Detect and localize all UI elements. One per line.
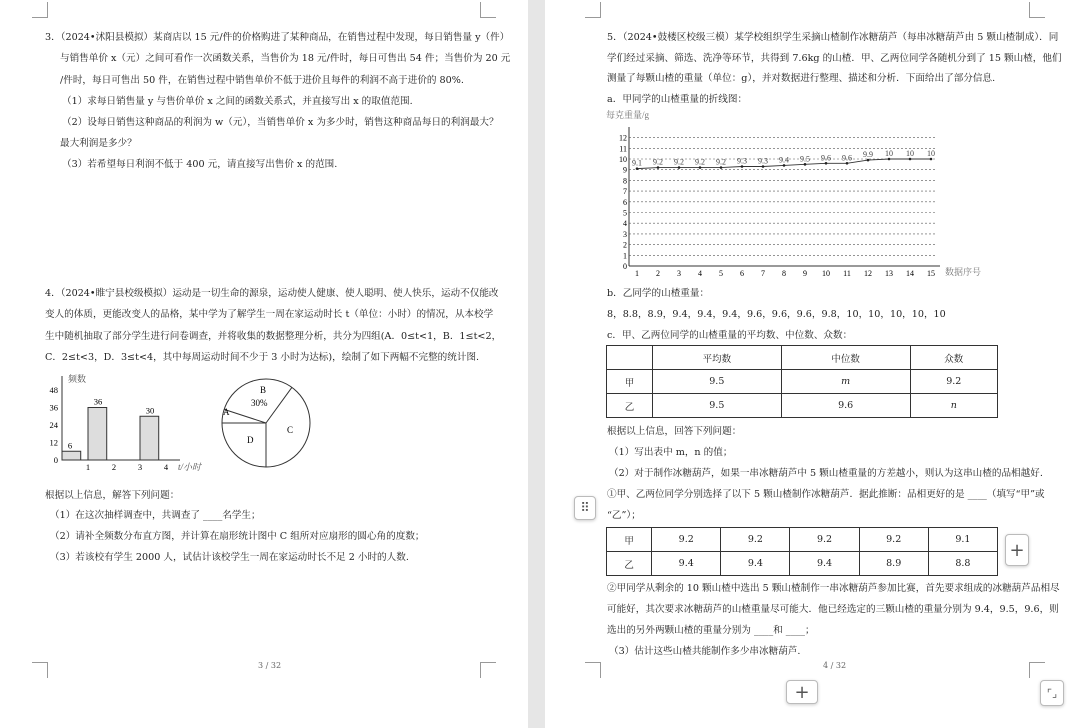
drag-grip-icon: ⠿	[580, 500, 590, 516]
y-axis-label: 频数	[68, 374, 87, 384]
y-tick-label: 2	[623, 240, 627, 250]
y-tick-label: 12	[49, 437, 58, 448]
table-cell: 乙	[607, 394, 653, 418]
y-tick-label: 9	[623, 165, 627, 175]
text-line: （3）若希望每日利润不低于 400 元，请直接写出售价 x 的范围.	[62, 159, 338, 170]
text-line: 与销售单价 x（元）之间可看作一次函数关系，当售价为 18 元/件时，每日可售出 54 件；当售价为 20 元	[60, 53, 511, 64]
x-tick-label: 14	[906, 269, 914, 278]
pie-slice-label-C: C	[287, 425, 294, 435]
data-point	[678, 166, 681, 169]
text-line: 最大利润是多少？	[60, 138, 137, 149]
x-axis-label: 数据序号	[945, 267, 982, 277]
table-cell: 9.5	[652, 394, 781, 418]
y-tick-label: 3	[623, 229, 627, 239]
text-line: （2）请补全频数分布直方图，并计算在扇形统计图中 C 组所对应扇形的圆心角的度数；	[50, 531, 425, 542]
data-point	[783, 164, 786, 167]
x-tick-label: 3	[677, 269, 681, 278]
q5-c_label: c．甲、乙两位同学的山楂重量的平均数、中位数、众数：	[607, 330, 853, 341]
point-label: 10	[885, 149, 893, 158]
data-point	[762, 165, 765, 168]
point-label: 9.2	[674, 157, 684, 167]
data-point	[699, 166, 702, 169]
pie-slice-boundary	[224, 409, 266, 423]
table-cell: 9.2	[910, 370, 997, 394]
y-tick-label: 36	[49, 402, 58, 413]
table-cell: 甲	[607, 370, 653, 394]
point-label: 10	[927, 149, 935, 158]
text-line: （2）设每日销售这种商品的利润为 w（元），当销售单价 x 为多少时，销售这种商品每日的利润最大？	[62, 117, 499, 128]
point-label: 9.6	[821, 153, 831, 163]
pie-slice-label-D: D	[247, 435, 254, 445]
y-tick-label: 12	[619, 133, 627, 143]
x-tick-label: 9	[803, 269, 807, 278]
bar-value-label: 36	[93, 396, 103, 407]
table-cell: 8.8	[928, 552, 997, 576]
y-tick-label: 6	[623, 197, 627, 207]
point-label: 9.4	[779, 155, 789, 165]
data-point	[846, 162, 849, 165]
q5-b_data: 8，8.8，8.9，9.4，9.4，9.4，9.6，9.6，9.6，9.8，10，10，10，10，10	[607, 309, 946, 320]
table-cell: 9.2	[859, 528, 928, 552]
point-label: 9.3	[758, 156, 768, 166]
text-line: /件时，每日可售出 50 件，在销售过程中销售单价不低于进价且每件的利润不高于进价的 80%.	[60, 75, 464, 86]
page-corner-mark	[1029, 2, 1045, 18]
table-cell: m	[781, 370, 910, 394]
table-cell: 平均数	[652, 346, 781, 370]
table-cell	[607, 346, 653, 370]
table-cell: 9.2	[790, 528, 859, 552]
x-tick-label: 10	[822, 269, 830, 278]
x-tick-label: 8	[782, 269, 786, 278]
data-point	[909, 158, 912, 161]
line-chart	[600, 105, 1000, 280]
x-tick-label: 1	[635, 269, 639, 278]
y-tick-label: 8	[623, 176, 627, 186]
y-tick-label: 24	[49, 420, 58, 430]
y-tick-label: 5	[623, 208, 627, 218]
x-tick-label: 2	[656, 269, 660, 278]
pie-percent-label: 30%	[251, 398, 268, 408]
data-point	[741, 165, 744, 168]
plus-icon: +	[794, 681, 810, 703]
x-tick-label: 2	[111, 462, 117, 472]
pick-table	[606, 527, 998, 576]
table-cell: 9.4	[721, 552, 790, 576]
text-line: （1）求每日销售量 y 与售价单价 x 之间的函数关系式，并直接写出 x 的取值范围.	[62, 96, 413, 107]
table-cell: 9.5	[652, 370, 781, 394]
table-row	[607, 528, 998, 552]
bar-value-label: 6	[67, 440, 73, 451]
y-tick-label: 11	[619, 144, 627, 154]
pie-slice-boundary	[266, 387, 292, 423]
x-tick-label: 1	[85, 462, 91, 472]
x-axis-label: t/小时	[178, 462, 202, 472]
pie-slice-label-A: A	[223, 407, 230, 417]
y-tick-label: 7	[623, 187, 627, 197]
text-line: （1）在这次抽样调查中，共调查了 ____名学生；	[50, 510, 261, 521]
table-cell: 9.4	[652, 552, 721, 576]
point-label: 9.5	[800, 154, 810, 164]
y-tick-label: 10	[619, 155, 627, 164]
point-label: 9.3	[737, 156, 747, 166]
page-corner-mark	[1029, 662, 1045, 678]
text-line: 学们经过采摘、筛选、洗净等环节，共得到 7.6kg 的山楂．甲、乙两位同学各随机分到了 15 颗山楂，他们	[607, 52, 1062, 64]
point-label: 9.2	[716, 157, 726, 167]
text-line: 生中随机抽取了部分学生进行问卷调查，并将收集的数据整理分析，共分为四组(A．0≤t<1，B．1≤t<2，	[45, 330, 502, 342]
q5-a_label: a．甲同学的山楂重量的折线图：	[607, 94, 748, 105]
table-cell: 甲	[607, 528, 652, 552]
text-line: 3．（2024•沭阳县模拟）某商店以 15 元/件的价格购进了某种商品，在销售过程中发现，每日销售量 y（件）	[45, 32, 510, 43]
point-label: 9.6	[842, 153, 852, 163]
table-row	[607, 552, 998, 576]
table-cell: 9.2	[652, 528, 721, 552]
point-label: 9.2	[653, 157, 663, 167]
x-tick-label: 6	[740, 269, 744, 278]
q5-b_label: b．乙同学的山楂重量：	[607, 288, 710, 299]
histogram-chart	[30, 370, 215, 475]
data-point	[804, 163, 807, 166]
point-label: 9.9	[863, 150, 873, 160]
add-block-button[interactable]	[1005, 534, 1029, 566]
text-line: 4．（2024•睢宁县校级模拟）运动是一切生命的源泉，运动使人健康、使人聪明、使人快乐，运动不仅能改	[45, 288, 499, 299]
data-point	[867, 159, 870, 162]
y-tick-label: 48	[49, 385, 58, 395]
plus-icon: +	[1009, 539, 1025, 561]
x-tick-label: 4	[698, 269, 702, 278]
bar-value-label: 30	[145, 405, 155, 416]
page-corner-mark	[480, 662, 496, 678]
data-point	[825, 162, 828, 165]
table-row	[607, 394, 998, 418]
table-cell: 乙	[607, 552, 652, 576]
text-line: （1）写出表中 m，n 的值；	[609, 447, 733, 458]
y-tick-label: 4	[623, 219, 627, 229]
pie-chart	[215, 375, 320, 475]
x-tick-label: 4	[163, 462, 169, 472]
table-cell: 9.4	[790, 552, 859, 576]
table-cell: 9.2	[721, 528, 790, 552]
text-line: 选出的另外两颗山楂的重量分别为 ____和 ____；	[607, 625, 815, 636]
table-cell: 众数	[910, 346, 997, 370]
x-tick-label: 3	[137, 462, 143, 472]
x-tick-label: 15	[927, 269, 935, 278]
table-cell: 8.9	[859, 552, 928, 576]
x-tick-label: 13	[885, 269, 893, 278]
text-line: 测量了每颗山楂的重量（单位：g），并对数据进行整理、描述和分析．下面给出了部分信息.	[607, 73, 996, 84]
data-point	[657, 166, 660, 169]
page-number: 3 / 32	[258, 661, 282, 670]
x-tick-label: 11	[843, 269, 851, 278]
bar-A	[62, 451, 81, 460]
text-line: （3）估计这些山楂共能制作多少串冰糖葫芦.	[609, 646, 801, 657]
table-row	[607, 346, 998, 370]
page-3	[0, 0, 528, 728]
text-line: 变人的体质，更能改变人的品格，某中学为了解学生一周在家运动时长 t（单位：小时）的情况，从本校学	[45, 309, 494, 321]
point-label: 10	[906, 149, 914, 158]
x-tick-label: 5	[719, 269, 723, 278]
data-point	[720, 166, 723, 169]
text-line: 5．（2024•鼓楼区校级三模）某学校组织学生采摘山楂制作冰糖葫芦（每串冰糖葫芦由 5 颗山楂制成）．同	[607, 32, 1059, 43]
y-tick-label: 0	[623, 262, 627, 271]
data-point	[636, 167, 639, 170]
x-tick-label: 7	[761, 269, 765, 278]
insert-button[interactable]	[786, 680, 818, 704]
data-point	[888, 158, 891, 161]
y-tick-label: 0	[53, 455, 58, 465]
page-corner-mark	[585, 662, 601, 678]
text-line: （3）若该校有学生 2000 人，试估计该校学生一周在家运动时长不足 2 小时的人数.	[50, 552, 409, 563]
text-line: （2）对于制作冰糖葫芦，如果一串冰糖葫芦中 5 颗山楂重量的方差越小，则认为这串山楂的品相越好.	[609, 468, 1043, 479]
y-tick-label: 1	[623, 251, 627, 261]
page-corner-mark	[585, 2, 601, 18]
page-corner-mark	[32, 662, 48, 678]
drag-handle-button[interactable]	[574, 496, 596, 520]
page-4	[545, 0, 1080, 728]
table-cell: 9.6	[781, 394, 910, 418]
bar-D	[140, 416, 159, 460]
stats-table	[606, 345, 998, 418]
point-label: 9.2	[695, 157, 705, 167]
resize-button[interactable]	[1040, 680, 1064, 706]
page-corner-mark	[480, 2, 496, 18]
x-tick-label: 12	[864, 269, 872, 278]
text-line: “乙”）；	[607, 510, 641, 521]
table-cell: 9.1	[928, 528, 997, 552]
text-line: 可能好，其次要求冰糖葫芦的山楂重量尽可能大．他已经选定的三颗山楂的重量分别为 9.4，9.5，9.6，则	[607, 604, 1059, 615]
y-axis-label: 每克重量/g	[606, 110, 650, 120]
page-corner-mark	[32, 2, 48, 18]
text-line: 根据以上信息，回答下列问题：	[607, 426, 742, 437]
bar-B	[88, 408, 107, 461]
text-line: C．2≤t<3，D．3≤t<4，其中每周运动时间不少于 3 小时为达标)，绘制了如下两幅不完整的统计图.	[45, 351, 480, 363]
text-line: ②甲同学从剩余的 10 颗山楂中选出 5 颗山楂制作一串冰糖葫芦参加比赛，首先要求组成的冰糖葫芦品相尽	[607, 583, 1060, 594]
text-line: 根据以上信息，解答下列问题：	[45, 490, 180, 501]
pie-slice-label-B: B	[260, 385, 267, 395]
resize-icon: ⌜⌟	[1046, 686, 1058, 700]
text-line: ①甲、乙两位同学分别选择了以下 5 颗山楂制作冰糖葫芦．据此推断：品相更好的是 ____（填写“甲”或	[607, 489, 1045, 500]
page-number: 4 / 32	[823, 661, 847, 670]
table-cell: 中位数	[781, 346, 910, 370]
table-row	[607, 370, 998, 394]
data-point	[930, 158, 933, 161]
point-label: 9.1	[632, 158, 642, 168]
table-cell: n	[910, 394, 997, 418]
